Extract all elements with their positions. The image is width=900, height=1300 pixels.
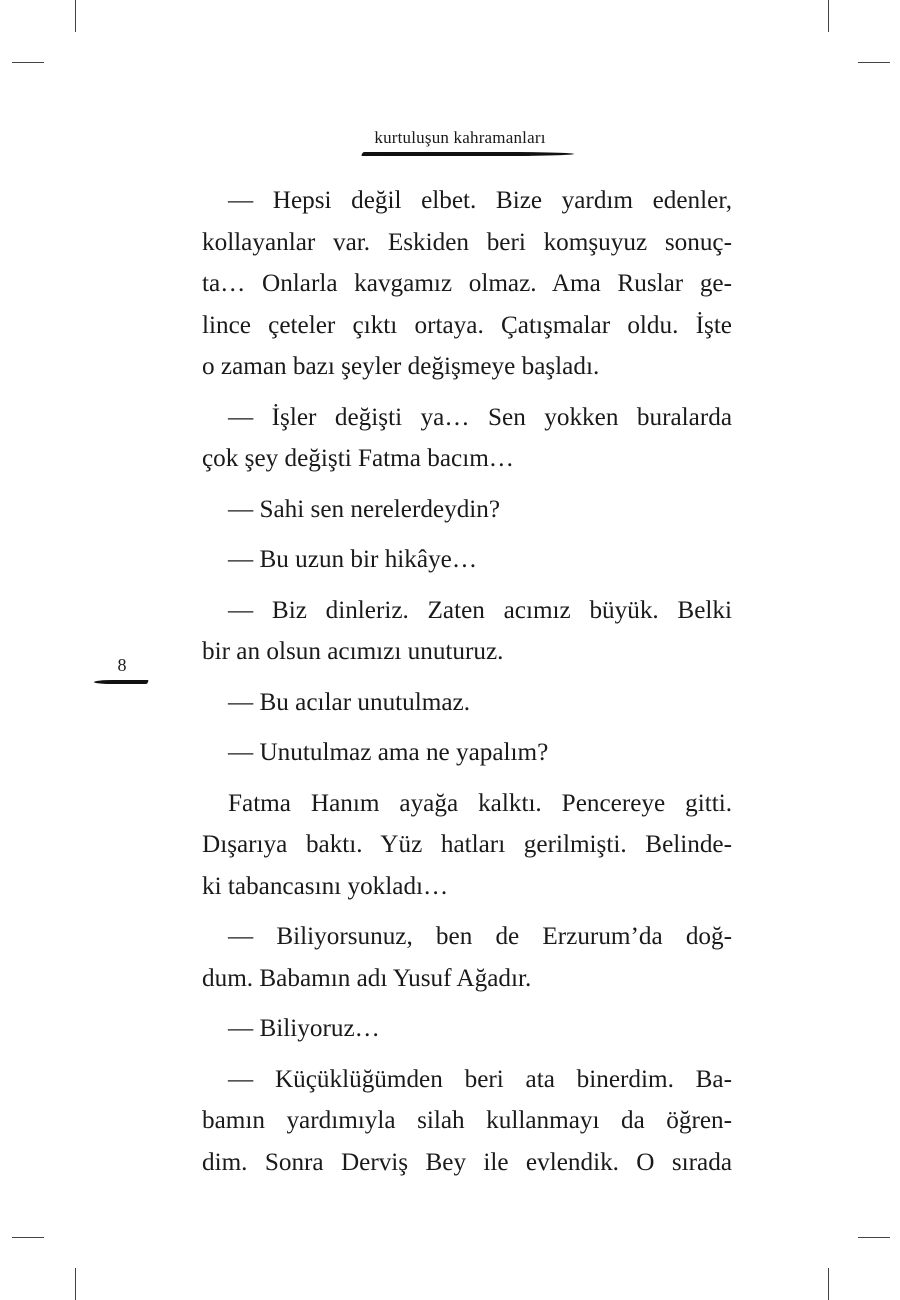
text-line: o zaman bazı şeyler değişmeye başladı. (202, 353, 600, 380)
text-line: ta… Onlarla kavgamız olmaz. Ama Ruslar ge- (202, 270, 732, 297)
crop-mark-bottom-left-vertical (75, 1268, 76, 1300)
crop-mark-top-right-horizontal (858, 62, 890, 63)
text-line: bamın yardımıyla silah kullanmayı da öğren- (202, 1107, 732, 1134)
paragraph (202, 180, 732, 388)
text-line: lince çeteler çıktı ortaya. Çatışmalar oldu. İşte (202, 311, 732, 339)
crop-mark-bottom-right-vertical (828, 1268, 829, 1300)
text-line: — Biz dinleriz. Zaten acımız büyük. Belki (228, 596, 732, 624)
paragraph (202, 1059, 732, 1184)
page-number: 8 (117, 655, 127, 675)
paragraph (202, 916, 732, 999)
crop-mark-top-left-horizontal (12, 62, 44, 63)
crop-mark-top-left-vertical (75, 0, 76, 32)
paragraph (202, 1008, 732, 1050)
text-line: dum. Babamın adı Yusuf Ağadır. (202, 964, 532, 992)
running-head: kurtuluşun kahramanları (374, 128, 546, 147)
paragraph (202, 489, 732, 531)
paragraph (202, 590, 732, 673)
text-line: çok şey değişti Fatma bacım… (202, 445, 514, 472)
text-line: — Küçüklüğümden beri ata binerdim. Ba- (228, 1065, 732, 1093)
text-line: — Sahi sen nerelerdeydin? (228, 495, 501, 523)
text-line: — Biliyoruz… (228, 1015, 380, 1042)
text-line: Fatma Hanım ayağa kalktı. Pencereye gitti. (228, 789, 732, 817)
text-line: ki tabancasını yokladı… (202, 872, 449, 900)
text-line: — Bu acılar unutulmaz. (228, 688, 471, 716)
paragraph (202, 682, 732, 724)
text-line: dim. Sonra Derviş Bey ile evlendik. O sırada (202, 1148, 732, 1176)
text-line: — Bu uzun bir hikâye… (228, 546, 478, 573)
text-line: — Unutulmaz ama ne yapalım? (228, 739, 549, 766)
text-line: kollayanlar var. Eskiden beri komşuyuz sonuç- (202, 228, 732, 256)
paragraph (202, 539, 732, 581)
paragraph (202, 397, 732, 480)
crop-mark-bottom-left-horizontal (12, 1237, 44, 1238)
running-head-brush-stroke-shadow (380, 154, 530, 156)
page-number-brush-stroke (93, 680, 148, 684)
text-line: Dışarıya baktı. Yüz hatları gerilmişti. Belinde- (202, 831, 732, 858)
crop-mark-bottom-right-horizontal (858, 1237, 890, 1238)
text-line: — İşler değişti ya… Sen yokken buralarda (228, 403, 732, 431)
paragraph (202, 783, 732, 908)
body-text (202, 180, 732, 1192)
paragraph (202, 732, 732, 774)
text-line: — Hepsi değil elbet. Bize yardım edenler, (228, 187, 732, 214)
crop-mark-top-right-vertical (828, 0, 829, 32)
text-line: bir an olsun acımızı unuturuz. (202, 638, 504, 665)
text-line: — Biliyorsunuz, ben de Erzurum’da doğ- (228, 923, 732, 950)
